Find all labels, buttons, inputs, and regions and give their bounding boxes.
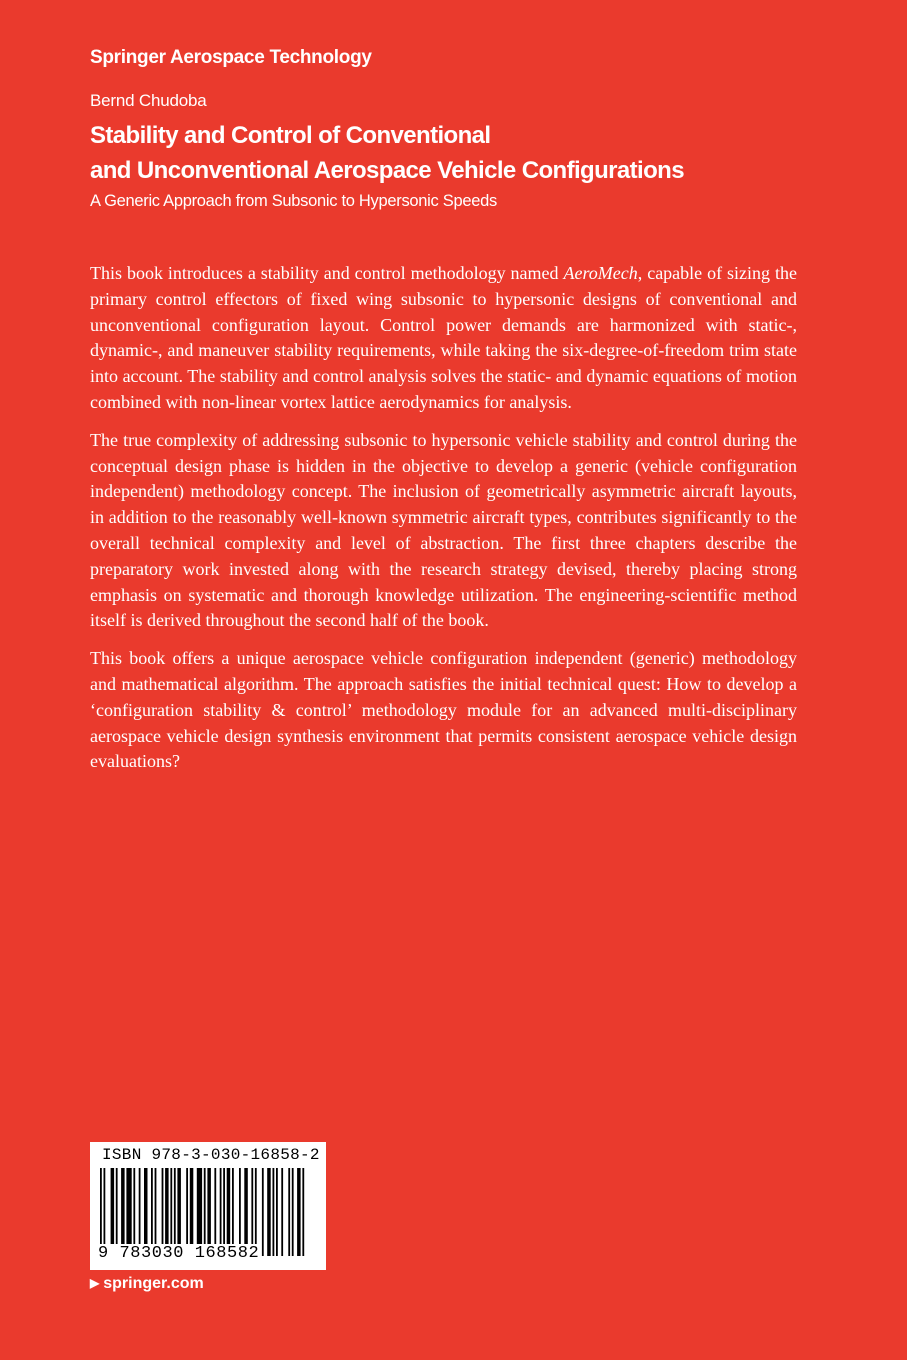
series-name: Springer Aerospace Technology [90, 47, 372, 68]
isbn-barcode [90, 1142, 326, 1270]
author-name: Bernd Chudoba [90, 91, 207, 110]
methodology-name: AeroMech [563, 263, 638, 283]
barcode-bar [177, 1168, 181, 1256]
barcode-bar [111, 1168, 115, 1256]
barcode-bar [162, 1168, 164, 1256]
barcode-bar [126, 1168, 131, 1256]
arrow-right-icon: ▶ [90, 1276, 100, 1290]
book-title [90, 118, 790, 188]
book-description [90, 261, 797, 787]
barcode-bar [121, 1168, 125, 1256]
isbn-number: ISBN 978-3-030-16858-2 [102, 1146, 320, 1164]
barcode-bar [186, 1168, 188, 1256]
barcode-bar [251, 1168, 253, 1256]
barcode-bar [292, 1168, 294, 1256]
barcode-bar [139, 1168, 141, 1256]
barcode-bar [281, 1168, 283, 1256]
barcode-bar [255, 1168, 257, 1256]
website-label: springer.com [103, 1275, 204, 1292]
book-subtitle: A Generic Approach from Subsonic to Hypersonic Speeds [90, 192, 497, 210]
barcode-bar [214, 1168, 216, 1256]
barcode-bar [288, 1168, 290, 1256]
barcode-bar [302, 1168, 304, 1256]
barcode-bar [223, 1168, 225, 1256]
barcode-bar [170, 1168, 172, 1256]
barcode-bar [220, 1168, 222, 1256]
barcode-bar [227, 1168, 231, 1256]
barcode-bar [276, 1168, 278, 1256]
barcode-bar [207, 1168, 211, 1256]
barcode-bar [144, 1168, 148, 1256]
barcode-bar [151, 1168, 153, 1256]
barcode-bar [133, 1168, 135, 1256]
ean-digits: 9 783030 168582 [98, 1244, 260, 1263]
description-paragraph-1 [90, 261, 797, 416]
description-paragraph-2: The true complexity of addressing subsonic to hypersonic vehicle stability and control during the conceptual design phase is hidden in the objective to develop a generic (vehicle configuration independent) methodology concept. The inclusion of geometrically asymmetric aircraft layouts, in addition to the reasonably well-known symmetric aircraft types, contributes significantly to the overall technical complexity and level of abstraction. The first three chapters describe the preparatory work invested along with the research strategy devised, thereby placing strong emphasis on systematic and thorough knowledge utilization. The engineering-scientific method itself is derived throughout the second half of the book. [90, 429, 797, 631]
barcode-bar [262, 1168, 264, 1256]
barcode-bar [165, 1168, 169, 1256]
barcode-bar [273, 1168, 275, 1256]
publisher-website[interactable] [90, 1275, 204, 1293]
barcode-bars [100, 1168, 316, 1256]
book-title-line-2: and Unconventional Aerospace Vehicle Configurations [90, 157, 684, 184]
barcode-bar [239, 1168, 241, 1256]
barcode-bar [100, 1168, 102, 1256]
barcode-bar [204, 1168, 206, 1256]
description-text: This book introduces a stability and control methodology named [90, 263, 564, 283]
barcode-bar [116, 1168, 118, 1256]
barcode-bar [155, 1168, 157, 1256]
barcode-bar [232, 1168, 234, 1256]
barcode-bar [267, 1168, 271, 1256]
book-title-line-1: Stability and Control of Conventional [90, 122, 491, 149]
barcode-bar [174, 1168, 176, 1256]
barcode-bar [104, 1168, 106, 1256]
barcode-bar [197, 1168, 202, 1256]
barcode-bar [244, 1168, 248, 1256]
barcode-bar [297, 1168, 301, 1256]
barcode-bar [190, 1168, 194, 1256]
description-paragraph-3: This book offers a unique aerospace vehicle configuration independent (generic) methodology and mathematical algorithm. The approach satisfies the initial technical quest: How to develop a ‘configuration stability & control’ methodology module for an advanced multi-disciplinary aerospace vehicle design synthesis environment that permits consistent aerospace vehicle design evaluations? [90, 648, 797, 772]
description-text: , capable of sizing the primary control effectors of fixed wing subsonic to hypersonic designs of conventional and unconventional configuration layout. Control power demands are harmonized with static-, dynamic-, and maneuver stability requirements, while taking the six-degree-of-freedom trim state into account. The stability and control analysis solves the static- and dynamic equations of motion combined with non-linear vortex lattice aerodynamics for analysis. [90, 263, 797, 412]
